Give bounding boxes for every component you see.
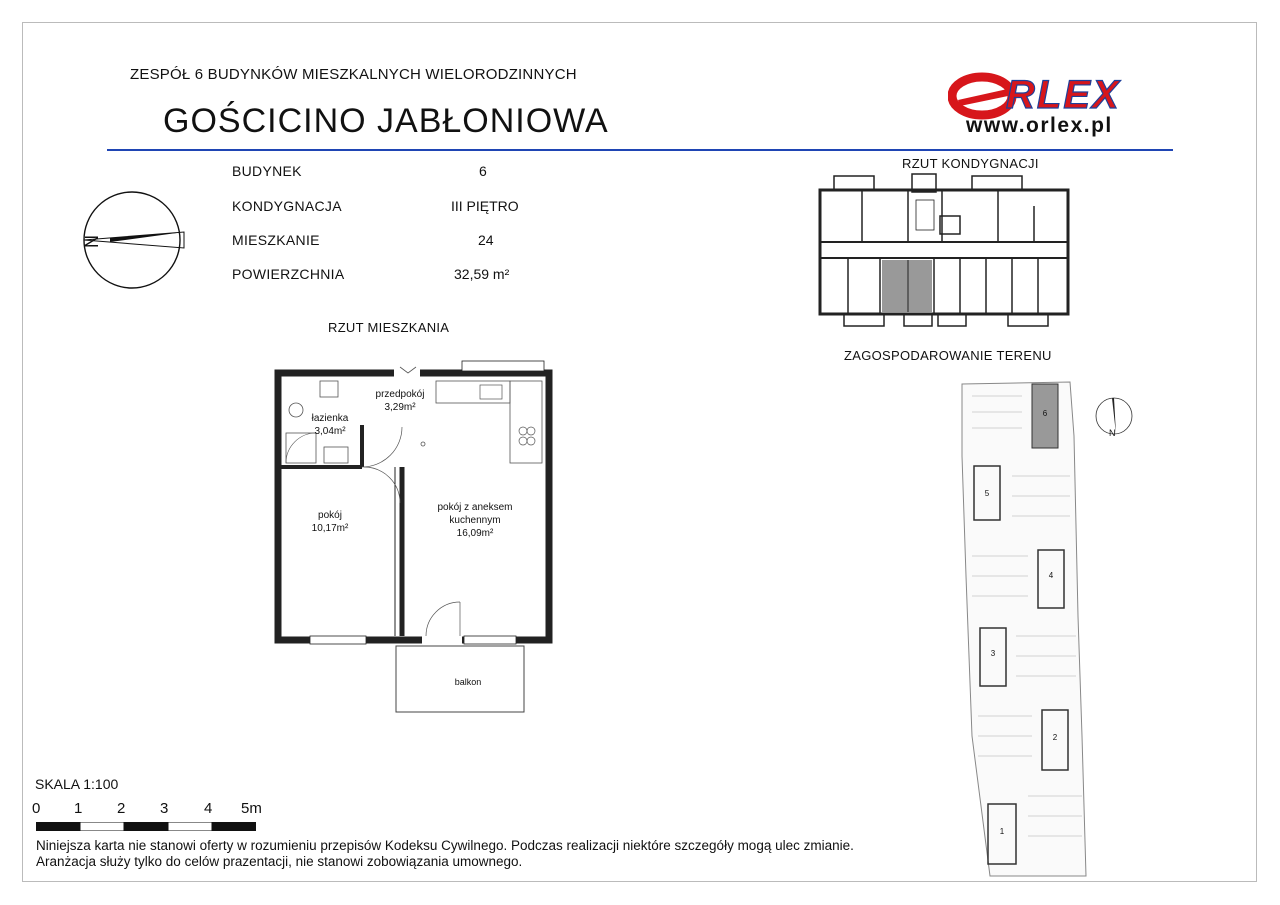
- scale-mark: 3: [160, 800, 169, 817]
- info-value-building: 6: [479, 163, 487, 179]
- scale-numbers: [30, 800, 280, 820]
- disclaimer-line-1: Niniejsza karta nie stanowi oferty w rozumieniu przepisów Kodeksu Cywilnego. Podczas realizacji niektóre szczegóły mogą ulec zmianie.: [36, 838, 854, 853]
- compass-north-icon: [80, 188, 188, 292]
- room-name: pokój z aneksem kuchennym: [437, 502, 513, 526]
- floor-plan-heading: RZUT KONDYGNACJI: [902, 156, 1039, 171]
- svg-text:N: N: [1109, 428, 1116, 438]
- apartment-plan-heading: RZUT MIESZKANIA: [328, 320, 450, 335]
- scale-mark: 2: [117, 800, 126, 817]
- room-area: 16,09m²: [456, 528, 494, 539]
- svg-text:1: 1: [999, 827, 1005, 836]
- info-value-apartment: 24: [478, 232, 494, 248]
- room-area: 3,29m²: [384, 402, 416, 413]
- svg-text:3: 3: [990, 649, 996, 658]
- floor-key-plan: [812, 170, 1074, 328]
- room-name: pokój: [318, 510, 342, 521]
- scale-label: SKALA 1:100: [35, 776, 119, 792]
- room-area: 3,04m²: [314, 426, 346, 437]
- header-rule: [107, 149, 1173, 151]
- room-balcony: balkon: [454, 677, 482, 687]
- disclaimer-line-2: Aranżacja służy tylko do celów prazentacji, nie stanowi zobowiązania umownego.: [36, 854, 523, 869]
- scale-mark: 4: [204, 800, 213, 817]
- info-value-area: 32,59 m²: [454, 266, 510, 282]
- info-label-floor: KONDYGNACJA: [232, 198, 342, 214]
- info-label-apartment: MIESZKANIE: [232, 232, 320, 248]
- room-bedroom: [290, 509, 370, 535]
- info-value-floor: III PIĘTRO: [451, 198, 519, 214]
- room-name: łazienka: [311, 413, 349, 424]
- svg-text:RLEX: RLEX: [1006, 73, 1121, 117]
- svg-text:2: 2: [1052, 733, 1058, 742]
- room-name: przedpokój: [375, 389, 425, 400]
- scale-mark: 0: [32, 800, 41, 817]
- scale-mark: 1: [74, 800, 83, 817]
- site-plan: [952, 376, 1137, 881]
- website-url: www.orlex.pl: [966, 114, 1113, 137]
- project-subtitle: ZESPÓŁ 6 BUDYNKÓW MIESZKALNYCH WIELORODZINNYCH: [130, 66, 577, 83]
- svg-text:5: 5: [984, 489, 990, 498]
- scale-mark: 5m: [241, 800, 262, 817]
- site-plan-heading: ZAGOSPODAROWANIE TERENU: [844, 348, 1052, 363]
- svg-text:N: N: [82, 235, 102, 248]
- room-hallway: [360, 388, 440, 414]
- highlighted-apartment: [882, 260, 932, 312]
- svg-text:4: 4: [1048, 571, 1054, 580]
- svg-text:6: 6: [1042, 409, 1048, 418]
- scale-bar: [36, 822, 256, 831]
- info-label-area: POWIERZCHNIA: [232, 266, 345, 282]
- room-area: 10,17m²: [311, 523, 349, 534]
- room-bathroom: [290, 412, 370, 438]
- room-living-kitchen: [420, 501, 530, 540]
- info-label-building: BUDYNEK: [232, 163, 302, 179]
- project-title: GOŚCICINO JABŁONIOWA: [163, 102, 609, 140]
